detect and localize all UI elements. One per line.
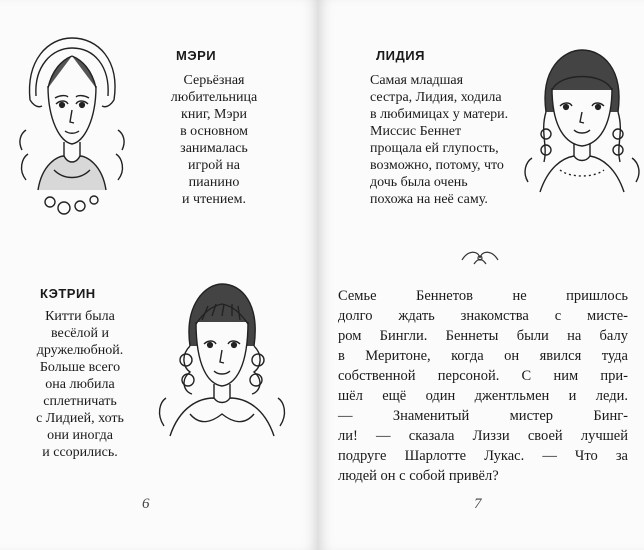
left-page bbox=[0, 0, 318, 550]
kitty-name-heading: КЭТРИН bbox=[40, 286, 96, 301]
page-number-left: 6 bbox=[142, 496, 150, 512]
chapter-body-text: Семье Беннетов не пришлось долго ждать знакомства с мисте- ром Бингли. Беннеты были на балу в Меритоне, когда он явился туда собственной персоной. С ним при- шёл ещё один джентльмен и леди. — Знаменитый мистер Бинг- ли! — сказала Лиззи своей лучшей подруге Шарлотте Лукас. — Что за людей он с собой привёл? bbox=[338, 288, 628, 484]
mary-portrait-illustration bbox=[8, 30, 136, 220]
kitty-description: Китти была весёлой и дружелюбной. Больше всего она любила сплетничать с Лидией, хоть они иногда и ссорились. bbox=[36, 309, 124, 460]
lydia-description: Самая младшая сестра, Лидия, ходила в любимицах у матери. Миссис Беннет прощала ей глупость, возможно, потому, что дочь была очень похожа на неё саму. bbox=[370, 73, 509, 207]
right-page bbox=[318, 0, 644, 550]
kitty-portrait-illustration bbox=[150, 276, 290, 446]
lydia-portrait-illustration bbox=[520, 42, 642, 202]
mary-name-heading: МЭРИ bbox=[176, 48, 217, 63]
mary-description: Серьёзная любительница книг, Мэри в основном занималась игрой на пианино и чтением. bbox=[170, 73, 258, 207]
decorative-flourish-icon bbox=[458, 246, 502, 268]
page-number-right: 7 bbox=[474, 496, 482, 512]
lydia-name-heading: ЛИДИЯ bbox=[376, 48, 425, 63]
